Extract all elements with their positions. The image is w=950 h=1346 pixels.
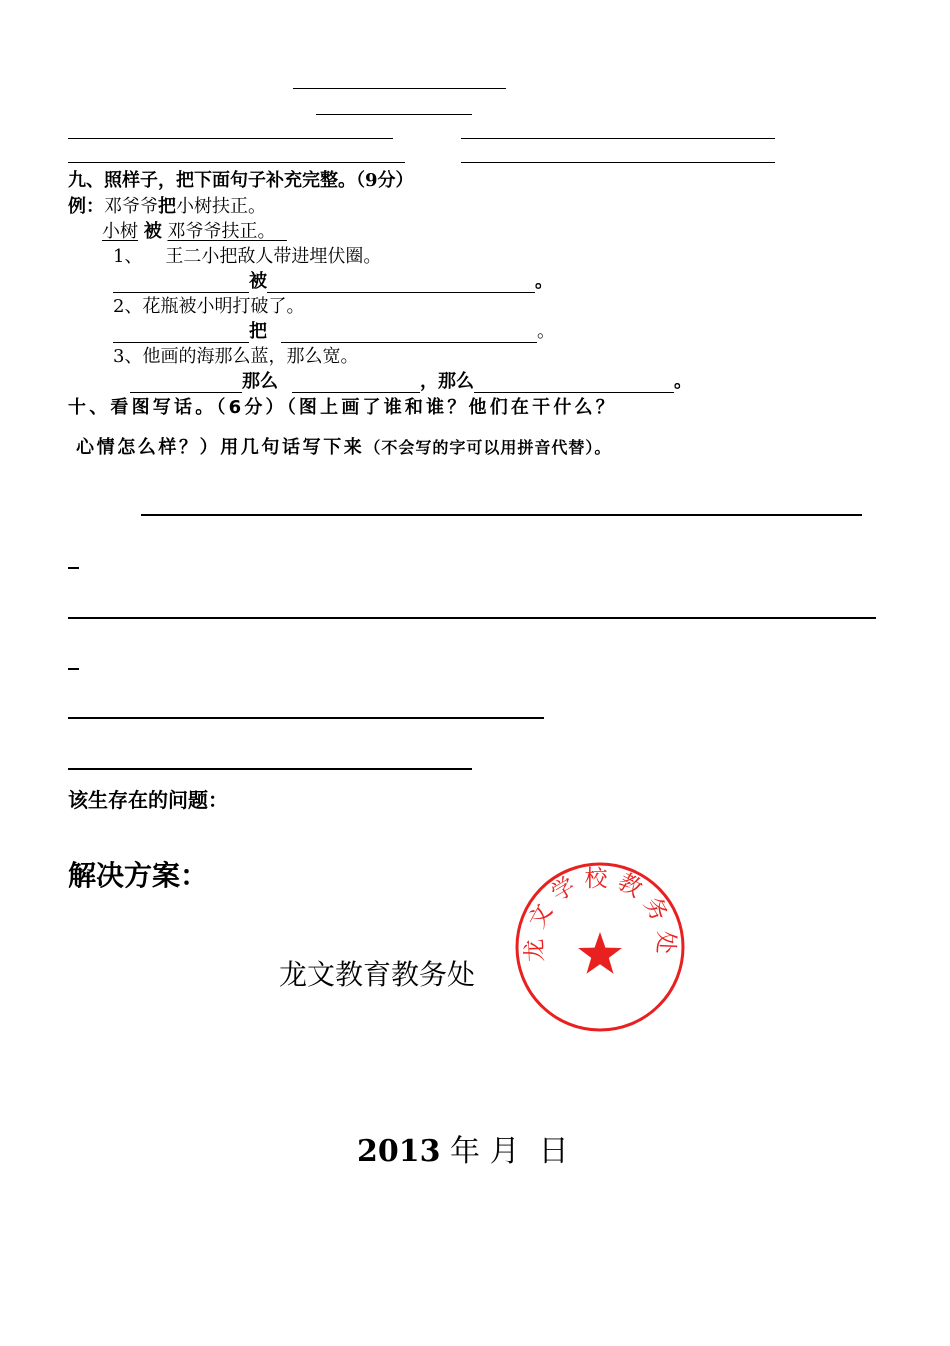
solution-label: 解决方案： xyxy=(68,859,209,892)
date-day-unit: 日 xyxy=(538,1134,569,1169)
question-1-answer xyxy=(113,271,553,293)
section-10-title: 十、看图写话。（6分）（图上画了谁和谁？他们在干什么？ xyxy=(68,397,617,418)
question-2-answer xyxy=(113,321,555,343)
blank-line xyxy=(461,138,775,139)
section-10-subtitle xyxy=(76,435,611,461)
blank-line xyxy=(461,162,775,163)
section-9-title: 九、照样子，把下面句子补充完整。（9分） xyxy=(68,170,414,191)
q3-comma: ， xyxy=(420,371,438,392)
date-month-unit: 月 xyxy=(489,1134,520,1169)
example-rest: 小树扶正。 xyxy=(176,196,266,217)
section-10-instruction: 心情怎么样？）用几句话写下来 xyxy=(76,437,365,458)
blank-line xyxy=(68,138,393,139)
blank-line xyxy=(68,162,405,163)
question-1: 1、 王二小把敌人带进埋伏圈。 xyxy=(113,246,382,267)
q3-keyword-a: 那么 xyxy=(242,371,278,392)
date-line xyxy=(357,1130,569,1174)
q3-keyword-b: 那么 xyxy=(438,371,474,392)
writing-line xyxy=(68,768,472,770)
example-answer xyxy=(102,221,287,243)
problem-label: 该生存在的问题： xyxy=(68,788,228,812)
question-3-answer xyxy=(130,371,692,393)
office-name: 龙文教育教务处 xyxy=(279,958,476,991)
date-year-unit: 年 xyxy=(450,1134,481,1169)
example-answer-subject: 邓爷爷扶正。 xyxy=(167,221,276,242)
q3-period: 。 xyxy=(674,371,692,392)
writing-line-stub xyxy=(68,567,79,569)
q1-keyword: 被 xyxy=(249,271,267,292)
example-answer-bei: 被 xyxy=(143,221,162,242)
section-10-note: （不会写的字可以用拼音代替）。 xyxy=(364,438,612,457)
writing-line xyxy=(141,514,862,516)
q1-period: 。 xyxy=(535,271,553,292)
question-3: 3、他画的海那么蓝，那么宽。 xyxy=(113,346,359,367)
stamp-star-icon xyxy=(578,932,622,974)
example-keyword: 把 xyxy=(158,196,176,217)
official-stamp xyxy=(513,860,687,1034)
blank-line xyxy=(316,114,472,115)
example-subject: 邓爷爷 xyxy=(104,196,158,217)
example-answer-object: 小树 xyxy=(102,221,138,242)
stamp-text: 龙文学校教务处 xyxy=(521,865,679,963)
blank-line xyxy=(293,88,506,89)
writing-line xyxy=(68,617,876,619)
q2-period: 。 xyxy=(537,321,555,342)
example-label: 例： xyxy=(68,196,104,217)
question-2: 2、花瓶被小明打破了。 xyxy=(113,296,305,317)
writing-line-stub xyxy=(68,668,79,670)
writing-line xyxy=(68,717,544,719)
date-year: 2013 xyxy=(357,1134,441,1169)
example-sentence xyxy=(68,196,266,218)
q2-keyword: 把 xyxy=(249,321,267,342)
